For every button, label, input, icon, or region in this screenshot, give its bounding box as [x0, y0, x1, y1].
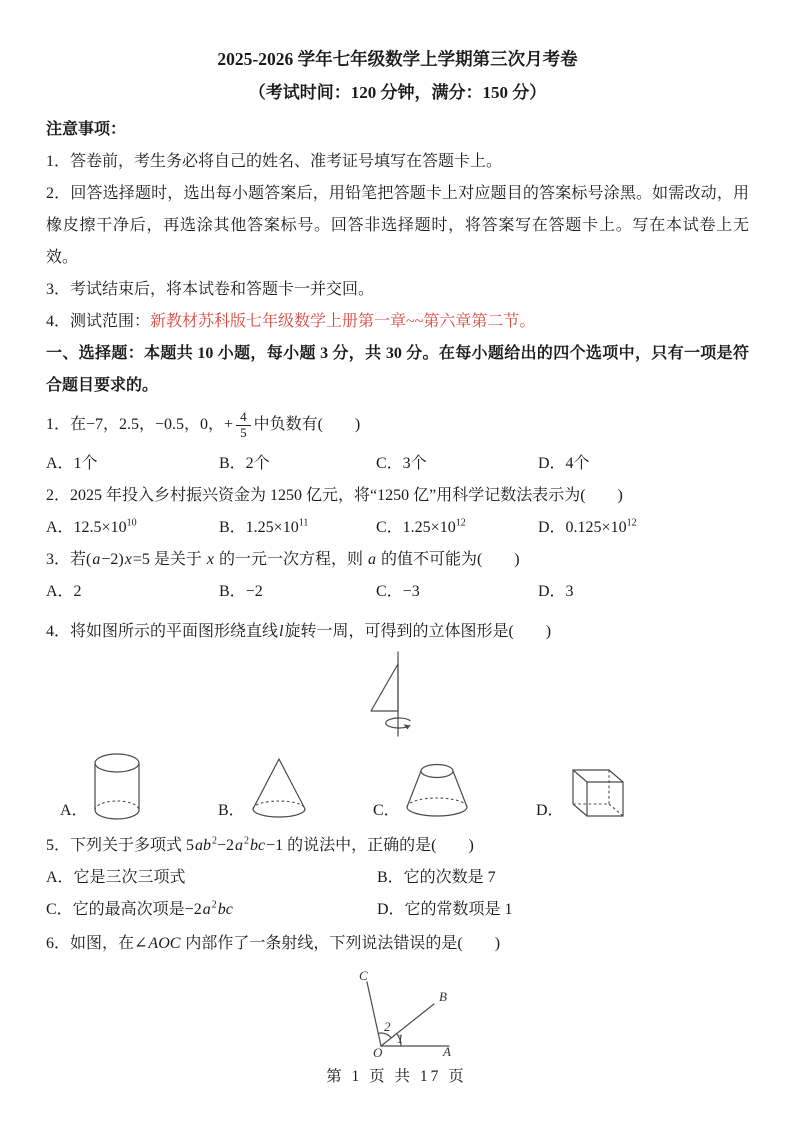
- question-4-shape-options: [46, 748, 749, 820]
- notice-item-3: 3．考试结束后，将本试卷和答题卡一并交回。: [46, 281, 375, 298]
- question-2-option-a: A．$12.5\times 10^{10}$: [46, 517, 137, 536]
- question-3-option-a: A．2: [46, 583, 82, 600]
- option-d-label: D．: [536, 802, 564, 819]
- cone-figure: [250, 756, 308, 820]
- option-a-label: A．: [60, 802, 88, 819]
- question-3-text: 3．若(a−2)x=5 是关于 x 的一元一次方程，则 a 的值不可能为( ): [46, 551, 520, 568]
- question-5-text: 5．下列关于多项式 $5ab^2-2a^2bc-1$ 的说法中，正确的是( ): [46, 835, 474, 854]
- angle-2-label: 2: [383, 1019, 390, 1034]
- exam-time-score-info: （考试时间：120 分钟，满分：150 分）: [248, 83, 547, 102]
- vertex-o-label: O: [372, 1045, 382, 1060]
- question-1-option-a: A．1个: [46, 455, 98, 472]
- question-5-option-b: B．它的次数是 7: [377, 869, 496, 886]
- question-3-option-d: D．3: [538, 583, 574, 600]
- point-a-label: A: [442, 1044, 451, 1059]
- question-5-option-a: A．它是三次三项式: [46, 869, 186, 886]
- question-4-option-b: [218, 756, 308, 820]
- question-1-option-d: D．4个: [538, 455, 590, 472]
- question-2-text: 2．2025 年投入乡村振兴资金为 1250 亿元，将“1250 亿”用科学记数法表示为( ): [46, 487, 623, 504]
- question-4-option-d: [536, 766, 627, 820]
- question-5-option-c: C．它的最高次项是$-2a^2bc$: [46, 899, 233, 918]
- point-c-label: C: [358, 968, 368, 983]
- option-c-label: C．: [373, 802, 400, 819]
- question-3-option-b: B．−2: [219, 583, 263, 600]
- notice-item-2: 2．回答选择题时，选出每小题答案后，用铅笔把答题卡上对应题目的答案标号涂黑。如需改动，用橡皮擦干净后，再选涂其他答案标号。回答非选择题时，将答案写在答题卡上。写在本试卷上无效。: [46, 185, 749, 266]
- notice-item-1: 1．答卷前，考生务必将自己的姓名、准考证号填写在答题卡上。: [46, 153, 503, 170]
- question-1-options: [46, 448, 749, 480]
- question-2-option-c: C．$1.25\times 10^{12}$: [376, 517, 466, 536]
- question-2-option-b: B．$1.25\times 10^{11}$: [219, 517, 309, 536]
- cuboid-figure: [569, 766, 627, 820]
- question-5-options-row-2: [46, 894, 749, 926]
- question-3-options: [46, 576, 749, 608]
- cylinder-figure: [93, 752, 141, 820]
- frustum-figure: [405, 760, 469, 820]
- question-4-text: 4．将如图所示的平面图形绕直线l旋转一周，可得到的立体图形是( ): [46, 623, 552, 640]
- question-4-option-a: [60, 752, 141, 820]
- angle-aoc-figure: [333, 968, 463, 1060]
- section-1-heading: 一、选择题：本题共 10 小题，每小题 3 分，共 30 分。在每小题给出的四个选项中，只有一项是符合题目要求的。: [46, 345, 749, 394]
- question-3-option-c: C．−3: [376, 583, 420, 600]
- angle-1-label: 1: [396, 1031, 403, 1046]
- question-1-option-c: C．3个: [376, 455, 427, 472]
- question-1-text: 1．在−7，2.5，−0.5，0，+ $\frac{4}{5}$ 中负数有( ): [46, 408, 361, 440]
- question-4-figure: [46, 650, 749, 742]
- question-6-figure: [46, 968, 749, 1060]
- notice-item-4: 4．测试范围：新教材苏科版七年级数学上册第一章~~第六章第二节。: [46, 313, 536, 330]
- question-1-option-b: B．2个: [219, 455, 270, 472]
- page-title: 2025-2026 学年七年级数学上学期第三次月考卷: [217, 49, 578, 69]
- triangle-rotation-axis-figure: [358, 650, 438, 742]
- option-b-label: B．: [218, 802, 245, 819]
- question-6-text: 6．如图，在∠AOC 内部作了一条射线，下列说法错误的是( ): [46, 935, 501, 952]
- notices-heading: 注意事项：: [46, 121, 127, 138]
- question-2-option-d: D．$0.125\times 10^{12}$: [538, 517, 637, 536]
- question-5-options-row-1: [46, 862, 749, 894]
- question-2-options: [46, 512, 749, 544]
- question-5-option-d: D．它的常数项是 1: [377, 901, 513, 918]
- page-footer: 第 1 页 共 17 页: [326, 1068, 467, 1085]
- point-b-label: B: [438, 989, 447, 1004]
- question-4-option-c: [373, 760, 469, 820]
